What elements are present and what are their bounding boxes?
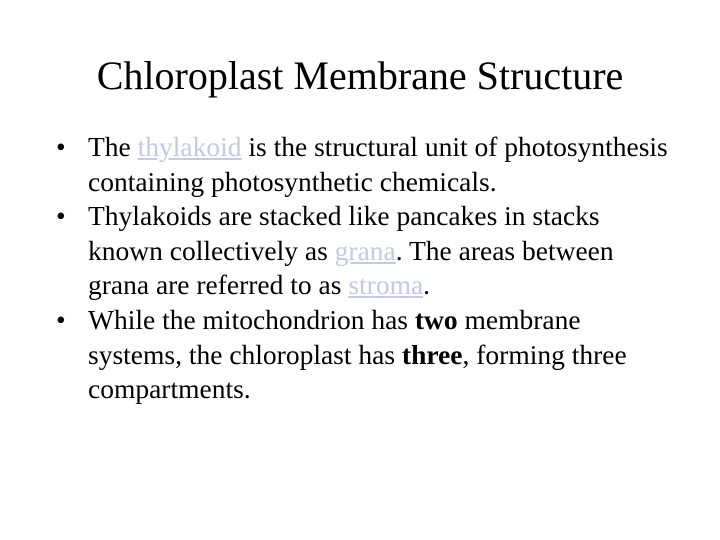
thylakoid-link[interactable]: thylakoid	[137, 131, 242, 162]
bullet-list	[56, 130, 676, 407]
bullet-icon: •	[56, 131, 66, 162]
bullet-text: membrane systems, the chloroplast has	[88, 303, 581, 370]
bullet-text: Thylakoids are stacked like pancakes in stacks known collectively as	[88, 200, 600, 266]
grana-link[interactable]: grana	[334, 234, 396, 266]
bullet-icon: •	[56, 303, 66, 335]
bullet-text: . The areas between grana are referred to as	[88, 234, 614, 301]
bullet-text: is the structural unit of photosynthesis containing photosynthetic chemicals.	[88, 131, 668, 197]
bold-two: two	[414, 303, 458, 335]
bullet-item-membranes	[56, 303, 676, 407]
bullet-text: .	[423, 269, 431, 301]
bullet-item-grana	[56, 199, 676, 303]
bullet-text: , forming three compartments.	[88, 338, 627, 405]
stroma-link[interactable]: stroma	[348, 269, 424, 301]
slide-title: Chloroplast Membrane Structure	[96, 53, 624, 98]
bullet-item-thylakoid	[56, 130, 676, 199]
bold-three: three	[401, 338, 463, 370]
bullet-text: The	[88, 131, 138, 162]
bullet-text: While the mitochondrion has	[88, 303, 415, 335]
bullet-icon: •	[56, 200, 66, 232]
